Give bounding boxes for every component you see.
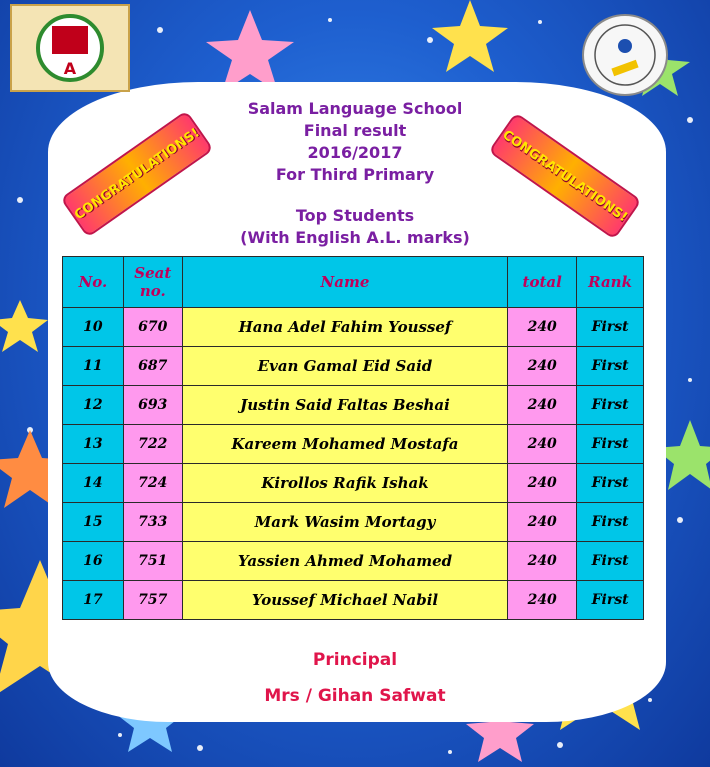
cell-seat: 757 — [123, 581, 182, 620]
table-row — [63, 347, 644, 386]
table-row — [63, 542, 644, 581]
cell-seat: 722 — [123, 425, 182, 464]
cell-total: 240 — [508, 581, 577, 620]
cell-rank: First — [577, 503, 644, 542]
results-table — [62, 256, 644, 620]
seal-icon — [584, 16, 666, 94]
table-row — [63, 503, 644, 542]
cell-no: 11 — [63, 347, 124, 386]
cell-total: 240 — [508, 425, 577, 464]
cell-total: 240 — [508, 347, 577, 386]
cell-name: Kareem Mohamed Mostafa — [182, 425, 508, 464]
cell-name: Mark Wasim Mortagy — [182, 503, 508, 542]
cell-total: 240 — [508, 308, 577, 347]
section-title: Top Students — [295, 206, 415, 225]
cell-rank: First — [577, 386, 644, 425]
school-name: Salam Language School — [247, 99, 463, 118]
school-logo — [10, 4, 130, 92]
table-row — [63, 386, 644, 425]
cell-rank: First — [577, 425, 644, 464]
grade-label: For Third Primary — [275, 165, 435, 184]
header-total: total — [508, 257, 577, 308]
cell-no: 12 — [63, 386, 124, 425]
table-header-row — [63, 257, 644, 308]
cell-total: 240 — [508, 464, 577, 503]
cell-name: Evan Gamal Eid Said — [182, 347, 508, 386]
cell-seat: 693 — [123, 386, 182, 425]
cell-seat: 733 — [123, 503, 182, 542]
cell-seat: 670 — [123, 308, 182, 347]
cell-rank: First — [577, 542, 644, 581]
cell-no: 15 — [63, 503, 124, 542]
school-logo-icon — [12, 6, 128, 90]
cell-no: 10 — [63, 308, 124, 347]
header-seat: Seat no. — [123, 257, 182, 308]
principal-name: Mrs / Gihan Safwat — [264, 686, 446, 706]
header-no: No. — [63, 257, 124, 308]
header-name: Name — [182, 257, 508, 308]
table-row — [63, 308, 644, 347]
cell-rank: First — [577, 464, 644, 503]
table-row — [63, 581, 644, 620]
cell-name: Justin Said Faltas Beshai — [182, 386, 508, 425]
congratulations-banner-right: CONGRATULATIONS! — [488, 112, 642, 240]
table-row — [63, 425, 644, 464]
svg-text:A: A — [63, 59, 77, 78]
cell-name: Youssef Michael Nabil — [182, 581, 508, 620]
result-subtitle: Final result — [303, 121, 407, 140]
cell-name: Yassien Ahmed Mohamed — [182, 542, 508, 581]
cell-seat: 687 — [123, 347, 182, 386]
cell-no: 17 — [63, 581, 124, 620]
cell-no: 16 — [63, 542, 124, 581]
cell-rank: First — [577, 308, 644, 347]
cell-total: 240 — [508, 542, 577, 581]
academic-year: 2016/2017 — [307, 143, 403, 162]
principal-label: Principal — [312, 650, 398, 670]
section-note: (With English A.L. marks) — [240, 228, 470, 247]
cell-seat: 724 — [123, 464, 182, 503]
cell-name: Hana Adel Fahim Youssef — [182, 308, 508, 347]
cell-name: Kirollos Rafik Ishak — [182, 464, 508, 503]
cell-total: 240 — [508, 503, 577, 542]
cell-seat: 751 — [123, 542, 182, 581]
quality-accreditation-seal — [582, 14, 668, 96]
cell-rank: First — [577, 347, 644, 386]
cell-no: 13 — [63, 425, 124, 464]
cell-no: 14 — [63, 464, 124, 503]
cell-rank: First — [577, 581, 644, 620]
cell-total: 240 — [508, 386, 577, 425]
congratulations-banner-left: CONGRATULATIONS! — [60, 110, 214, 238]
header-rank: Rank — [577, 257, 644, 308]
table-row — [63, 464, 644, 503]
